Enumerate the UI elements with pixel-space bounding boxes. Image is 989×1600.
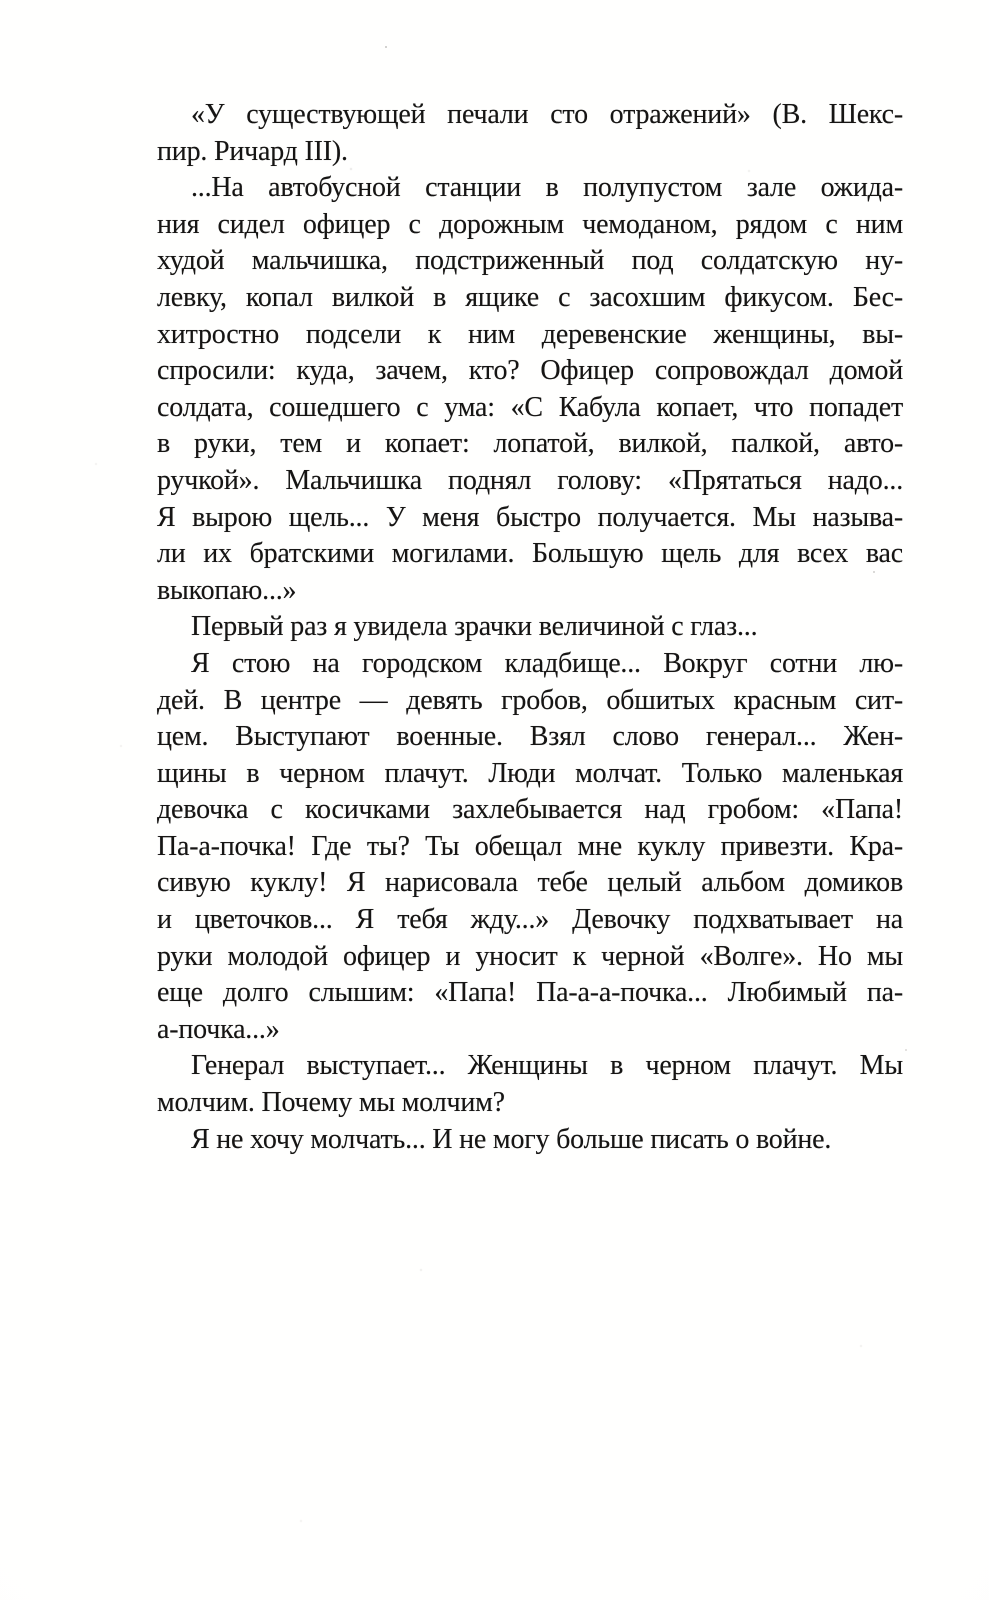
text-line: руки молодой офицер и уносит к черной «Волге». Но мы [157,940,903,972]
paragraph [157,170,903,609]
paragraph [157,609,903,646]
text-line: Я вырою щель... У меня быстро получается. Мы называ- [157,501,903,533]
text-line: Па-а-почка! Где ты? Ты обещал мне куклу привезти. Кра- [157,830,903,862]
paragraph [157,646,903,1049]
text-line: пир. Ричард III). [157,135,348,167]
text-line: ручкой». Мальчишка поднял голову: «Прятаться надо... [157,464,903,496]
paragraph [157,1122,903,1159]
text-line: щины в черном плачут. Люди молчат. Только маленькая [157,757,903,789]
text-line: ли их братскими могилами. Большую щель для всех вас [157,538,903,570]
scan-dust-specks [0,0,2,2]
text-line: в руки, тем и копает: лопатой, вилкой, палкой, авто- [157,428,903,460]
page-text-block [157,97,903,1158]
text-line: Я не хочу молчать... И не могу больше писать о войне. [191,1123,832,1155]
text-line: а-почка...» [157,1013,280,1045]
text-line: солдата, сошедшего с ума: «С Кабула копает, что попадет [157,391,903,423]
paragraph [157,1048,903,1121]
text-line: дей. В центре — девять гробов, обшитых красным сит- [157,684,903,716]
text-line: еще долго слышим: «Папа! Па-а-а-почка... Любимый па- [157,977,903,1009]
text-line: Первый раз я увидела зрачки величиной с глаз... [191,611,758,643]
text-line: и цветочков... Я тебя жду...» Девочку подхватывает на [157,904,903,936]
text-line: хитростно подсели к ним деревенские женщины, вы- [157,318,903,350]
text-line: цем. Выступают военные. Взял слово генерал... Жен- [157,721,903,753]
text-line: ния сидел офицер с дорожным чемоданом, рядом с ним [157,208,903,240]
text-line: ...На автобусной станции в полупустом зале ожида- [191,172,903,204]
text-line: сивую куклу! Я нарисовала тебе целый альбом домиков [157,867,903,899]
paragraph [157,97,903,170]
text-line: спросили: куда, зачем, кто? Офицер сопровождал домой [157,355,903,387]
text-line: худой мальчишка, подстриженный под солдатскую ну- [157,245,903,277]
text-line: выкопаю...» [157,574,297,606]
text-line: молчим. Почему мы молчим? [157,1087,505,1119]
text-line: Генерал выступает... Женщины в черном плачут. Мы [191,1050,903,1082]
text-line: левку, копал вилкой в ящике с засохшим фикусом. Бес- [157,281,903,313]
text-line: девочка с косичками захлебывается над гробом: «Папа! [157,794,903,826]
text-line: «У существующей печали сто отражений» (В. Шекс- [191,99,903,130]
text-line: Я стою на городском кладбище... Вокруг сотни лю- [191,647,903,679]
